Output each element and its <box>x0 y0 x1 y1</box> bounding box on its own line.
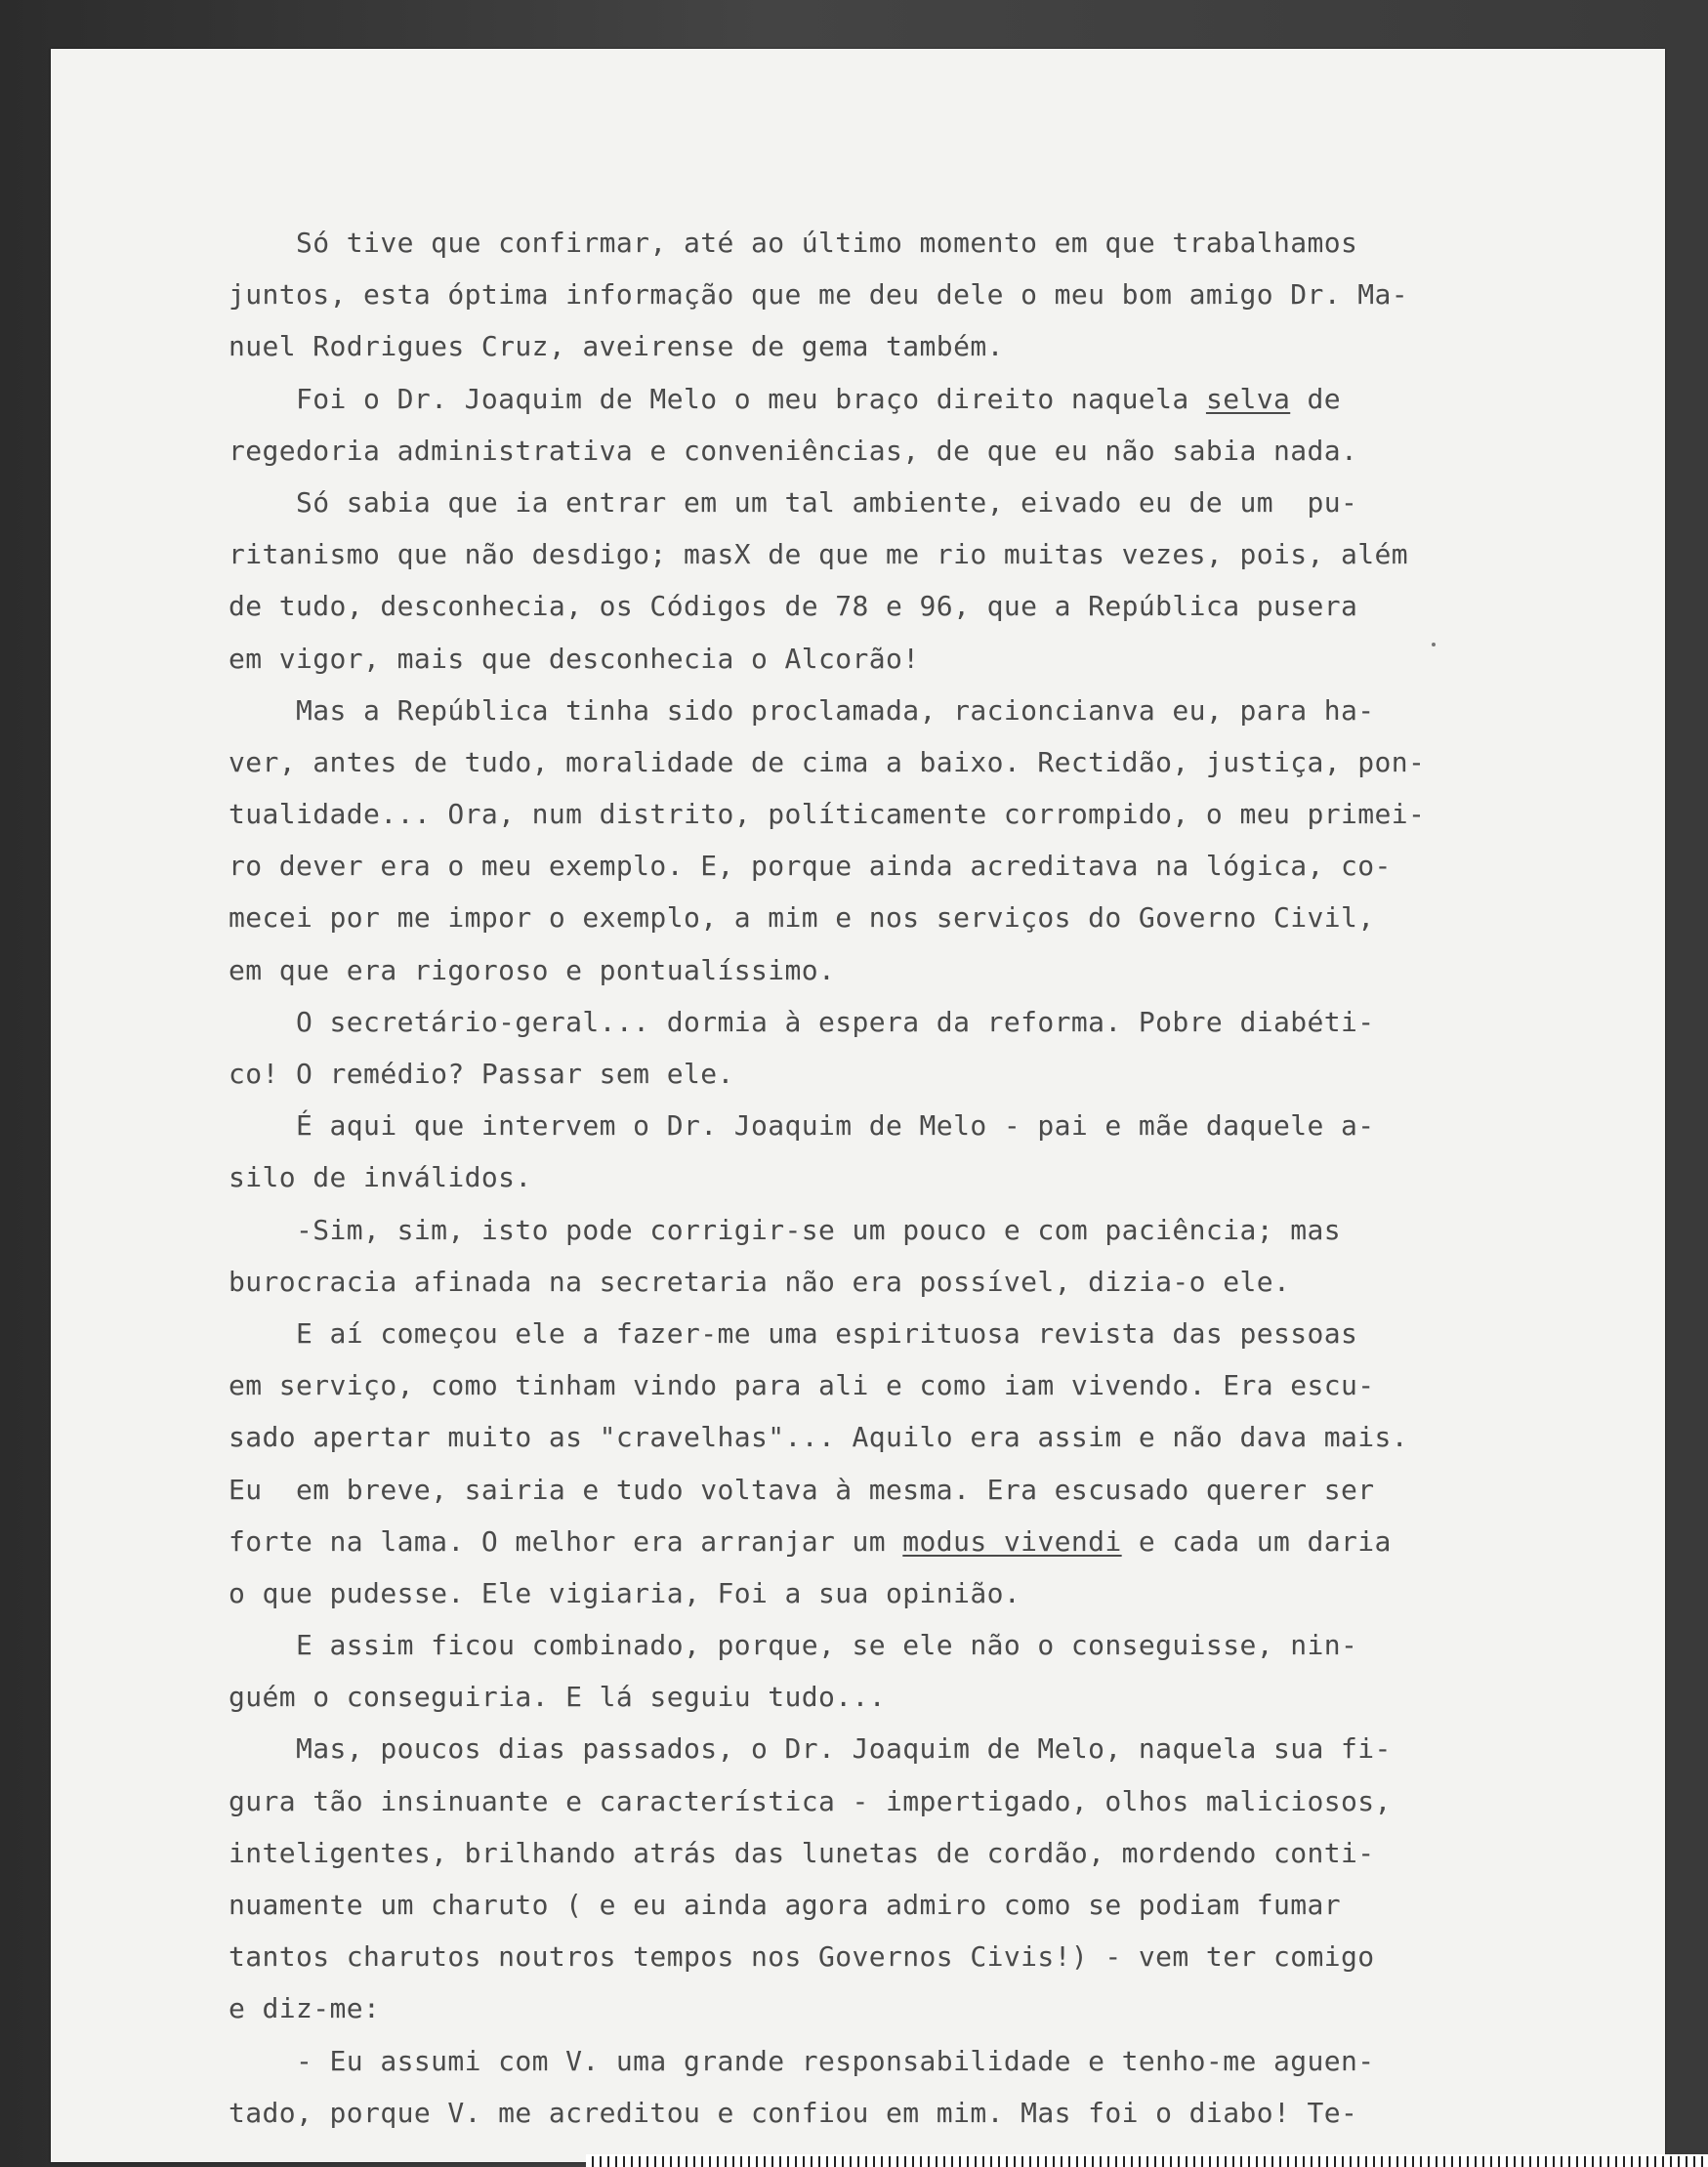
ink-speck <box>1432 643 1436 646</box>
text-line: inteligentes, brilhando atrás das lunetas de cordão, mordendo conti- <box>229 1836 1375 1869</box>
scale-ruler <box>586 2154 1708 2167</box>
text-line: ro dever era o meu exemplo. E, porque ainda acreditava na lógica, co- <box>229 850 1392 883</box>
text-line: nuel Rodrigues Cruz, aveirense de gema também. <box>229 330 1004 363</box>
text-line: guém o conseguiria. E lá seguiu tudo... <box>229 1681 887 1714</box>
text-line: Mas, poucos dias passados, o Dr. Joaquim de Melo, naquela sua fi- <box>229 1732 1392 1766</box>
text-line: regedoria administrativa e conveniências, de que eu não sabia nada. <box>229 434 1358 467</box>
text-line: silo de inválidos. <box>229 1161 532 1194</box>
text-line: em serviço, como tinham vindo para ali e como iam vivendo. Era escu- <box>229 1369 1375 1402</box>
text-segment: forte na lama. O melhor era arranjar um <box>229 1524 903 1558</box>
text-segment: Foi o Dr. Joaquim de Melo o meu braço direito naquela <box>229 382 1206 415</box>
text-line: tantos charutos noutros tempos nos Governos Civis!) - vem ter comigo <box>229 1940 1375 1974</box>
text-line: ritanismo que não desdigo; masX de que me rio muitas vezes, pois, além <box>229 538 1409 571</box>
text-segment: e cada um daria <box>1121 1524 1392 1558</box>
typewritten-page <box>51 49 1665 2162</box>
text-line <box>229 1516 1596 1567</box>
text-line: juntos, esta óptima informação que me deu dele o meu bom amigo Dr. Ma- <box>229 278 1409 312</box>
text-line: nuamente um charuto ( e eu ainda agora admiro como se podiam fumar <box>229 1889 1341 1921</box>
text-line: tado, porque V. me acreditou e confiou em mim. Mas foi o diabo! Te- <box>229 2096 1358 2129</box>
text-line: Só tive que confirmar, até ao último momento em que trabalhamos <box>229 227 1358 259</box>
text-line: burocracia afinada na secretaria não era possível, dizia-o ele. <box>229 1265 1291 1298</box>
text-line: O secretário-geral... dormia à espera da reforma. Pobre diabéti- <box>229 1005 1375 1038</box>
text-line: em vigor, mais que desconhecia o Alcorão! <box>229 642 920 675</box>
text-line: de tudo, desconhecia, os Códigos de 78 e 96, que a República pusera <box>229 590 1358 623</box>
text-line: E assim ficou combinado, porque, se ele não o conseguisse, nin- <box>229 1629 1358 1662</box>
text-line: - Eu assumi com V. uma grande responsabilidade e tenho-me aguen- <box>229 2044 1375 2077</box>
text-line: co! O remédio? Passar sem ele. <box>229 1058 734 1090</box>
text-line <box>229 373 1596 425</box>
text-line: ver, antes de tudo, moralidade de cima a baixo. Rectidão, justiça, pon- <box>229 745 1426 778</box>
text-segment: de <box>1290 382 1342 415</box>
text-line: E aí começou ele a fazer-me uma espirituosa revista das pessoas <box>229 1316 1358 1350</box>
text-line: gura tão insinuante e característica - impertigado, olhos maliciosos, <box>229 1784 1392 1817</box>
text-line: Eu em breve, sairia e tudo voltava à mesma. Era escusado querer ser <box>229 1473 1375 1506</box>
underlined-phrase-modus-vivendi: modus vivendi <box>902 1524 1122 1558</box>
text-line: em que era rigoroso e pontualíssimo. <box>229 953 836 986</box>
text-line: Mas a República tinha sido proclamada, racioncianva eu, para ha- <box>229 693 1375 727</box>
text-line: mecei por me impor o exemplo, a mim e nos serviços do Governo Civil, <box>229 901 1375 935</box>
underlined-word-selva: selva <box>1205 382 1291 415</box>
text-line: Só sabia que ia entrar em um tal ambiente, eivado eu de um pu- <box>229 485 1358 519</box>
text-line: e diz-me: <box>229 1992 381 2025</box>
text-line: o que pudesse. Ele vigiaria, Foi a sua opinião. <box>229 1576 1021 1609</box>
body-text <box>229 217 1596 2139</box>
text-line: -Sim, sim, isto pode corrigir-se um pouco e com paciência; mas <box>229 1213 1341 1246</box>
text-line: tualidade... Ora, num distrito, políticamente corrompido, o meu primei- <box>229 798 1426 831</box>
text-line: sado apertar muito as "cravelhas"... Aquilo era assim e não dava mais. <box>229 1421 1409 1454</box>
text-line: É aqui que intervem o Dr. Joaquim de Melo - pai e mãe daquele a- <box>229 1109 1375 1143</box>
